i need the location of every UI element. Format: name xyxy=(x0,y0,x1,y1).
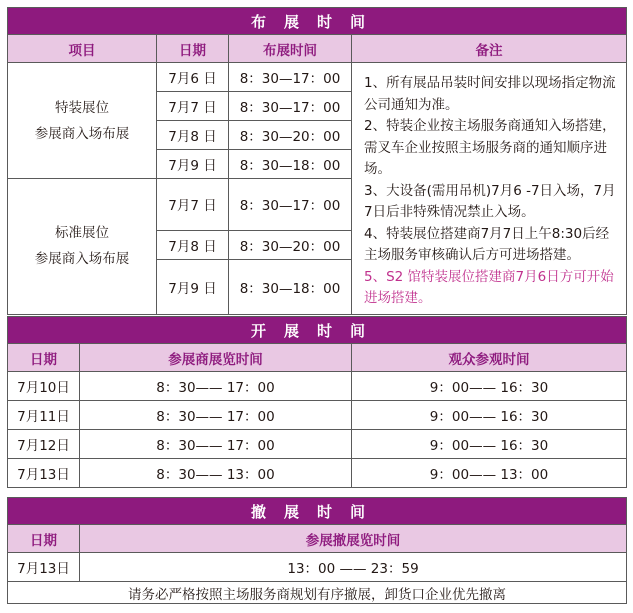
open-schedule-table xyxy=(7,316,627,488)
header-teardown-time: 参展撤展览时间 xyxy=(80,525,627,553)
visitor-time-cell: 9：00—— 16：30 xyxy=(352,372,627,401)
date-cell: 7月9 日 xyxy=(157,150,229,179)
table-row xyxy=(8,401,627,430)
date-cell: 7月9 日 xyxy=(157,259,229,314)
date-cell: 7月6 日 xyxy=(157,63,229,92)
table-row xyxy=(8,459,627,488)
exhibitor-time-cell: 8：30—— 13：00 xyxy=(80,459,352,488)
header-exhibitor-time: 参展商展览时间 xyxy=(80,344,352,372)
setup-schedule-table xyxy=(7,7,627,315)
group-label-standard: 标准展位 参展商入场布展 xyxy=(8,179,157,315)
header-date: 日期 xyxy=(157,35,229,63)
group-label-special: 特装展位 参展商入场布展 xyxy=(8,63,157,179)
date-cell: 7月11日 xyxy=(8,401,80,430)
header-date: 日期 xyxy=(8,525,80,553)
header-date: 日期 xyxy=(8,344,80,372)
note-item: 4、特装展位搭建商7月7日上午8:30后经主场服务审核确认后方可进场搭建。 xyxy=(364,225,610,263)
exhibitor-time-cell: 8：30—— 17：00 xyxy=(80,430,352,459)
date-cell: 7月13日 xyxy=(8,553,80,582)
date-cell: 7月8 日 xyxy=(157,230,229,259)
date-cell: 7月10日 xyxy=(8,372,80,401)
header-setup-time: 布展时间 xyxy=(229,35,352,63)
time-cell: 8：30—20：00 xyxy=(229,230,352,259)
header-visitor-time: 观众参观时间 xyxy=(352,344,627,372)
date-cell: 7月7 日 xyxy=(157,179,229,231)
date-cell: 7月12日 xyxy=(8,430,80,459)
visitor-time-cell: 9：00—— 16：30 xyxy=(352,430,627,459)
visitor-time-cell: 9：00—— 13：00 xyxy=(352,459,627,488)
time-cell: 8：30—18：00 xyxy=(229,150,352,179)
time-cell: 8：30—20：00 xyxy=(229,121,352,150)
exhibitor-time-cell: 8：30—— 17：00 xyxy=(80,401,352,430)
table-row xyxy=(8,372,627,401)
open-title: 开展时间 xyxy=(8,317,627,344)
note-item: 3、大设备(需用吊机)7月6 -7日入场，7月7日后非特殊情况禁止入场。 xyxy=(364,182,616,220)
table-row xyxy=(8,430,627,459)
note-item-highlight: 5、S2 馆特装展位搭建商7月6日方可开始进场搭建。 xyxy=(364,268,614,306)
date-cell: 7月8 日 xyxy=(157,121,229,150)
time-cell: 8：30—17：00 xyxy=(229,92,352,121)
header-item: 项目 xyxy=(8,35,157,63)
time-cell: 8：30—17：00 xyxy=(229,179,352,231)
footer-row xyxy=(8,582,627,604)
note-item: 2、特装企业按主场服务商通知入场搭建，需叉车企业按照主场服务商的通知顺序进场。 xyxy=(364,118,616,177)
time-cell: 8：30—17：00 xyxy=(229,63,352,92)
teardown-time-cell: 13：00 —— 23：59 xyxy=(80,553,627,582)
table-row xyxy=(8,63,627,92)
visitor-time-cell: 9：00—— 16：30 xyxy=(352,401,627,430)
exhibitor-time-cell: 8：30—— 17：00 xyxy=(80,372,352,401)
date-cell: 7月13日 xyxy=(8,459,80,488)
notes-cell xyxy=(352,63,627,315)
table-row xyxy=(8,553,627,582)
teardown-footer-note: 请务必严格按照主场服务商规划有序撤展，卸货口企业优先撤离 xyxy=(8,582,627,604)
header-notes: 备注 xyxy=(352,35,627,63)
note-item: 1、所有展品吊装时间安排以现场指定物流公司通知为准。 xyxy=(364,75,616,113)
time-cell: 8：30—18：00 xyxy=(229,259,352,314)
teardown-schedule-table xyxy=(7,497,627,604)
setup-title: 布展时间 xyxy=(8,8,627,35)
date-cell: 7月7 日 xyxy=(157,92,229,121)
teardown-title: 撤展时间 xyxy=(8,498,627,525)
